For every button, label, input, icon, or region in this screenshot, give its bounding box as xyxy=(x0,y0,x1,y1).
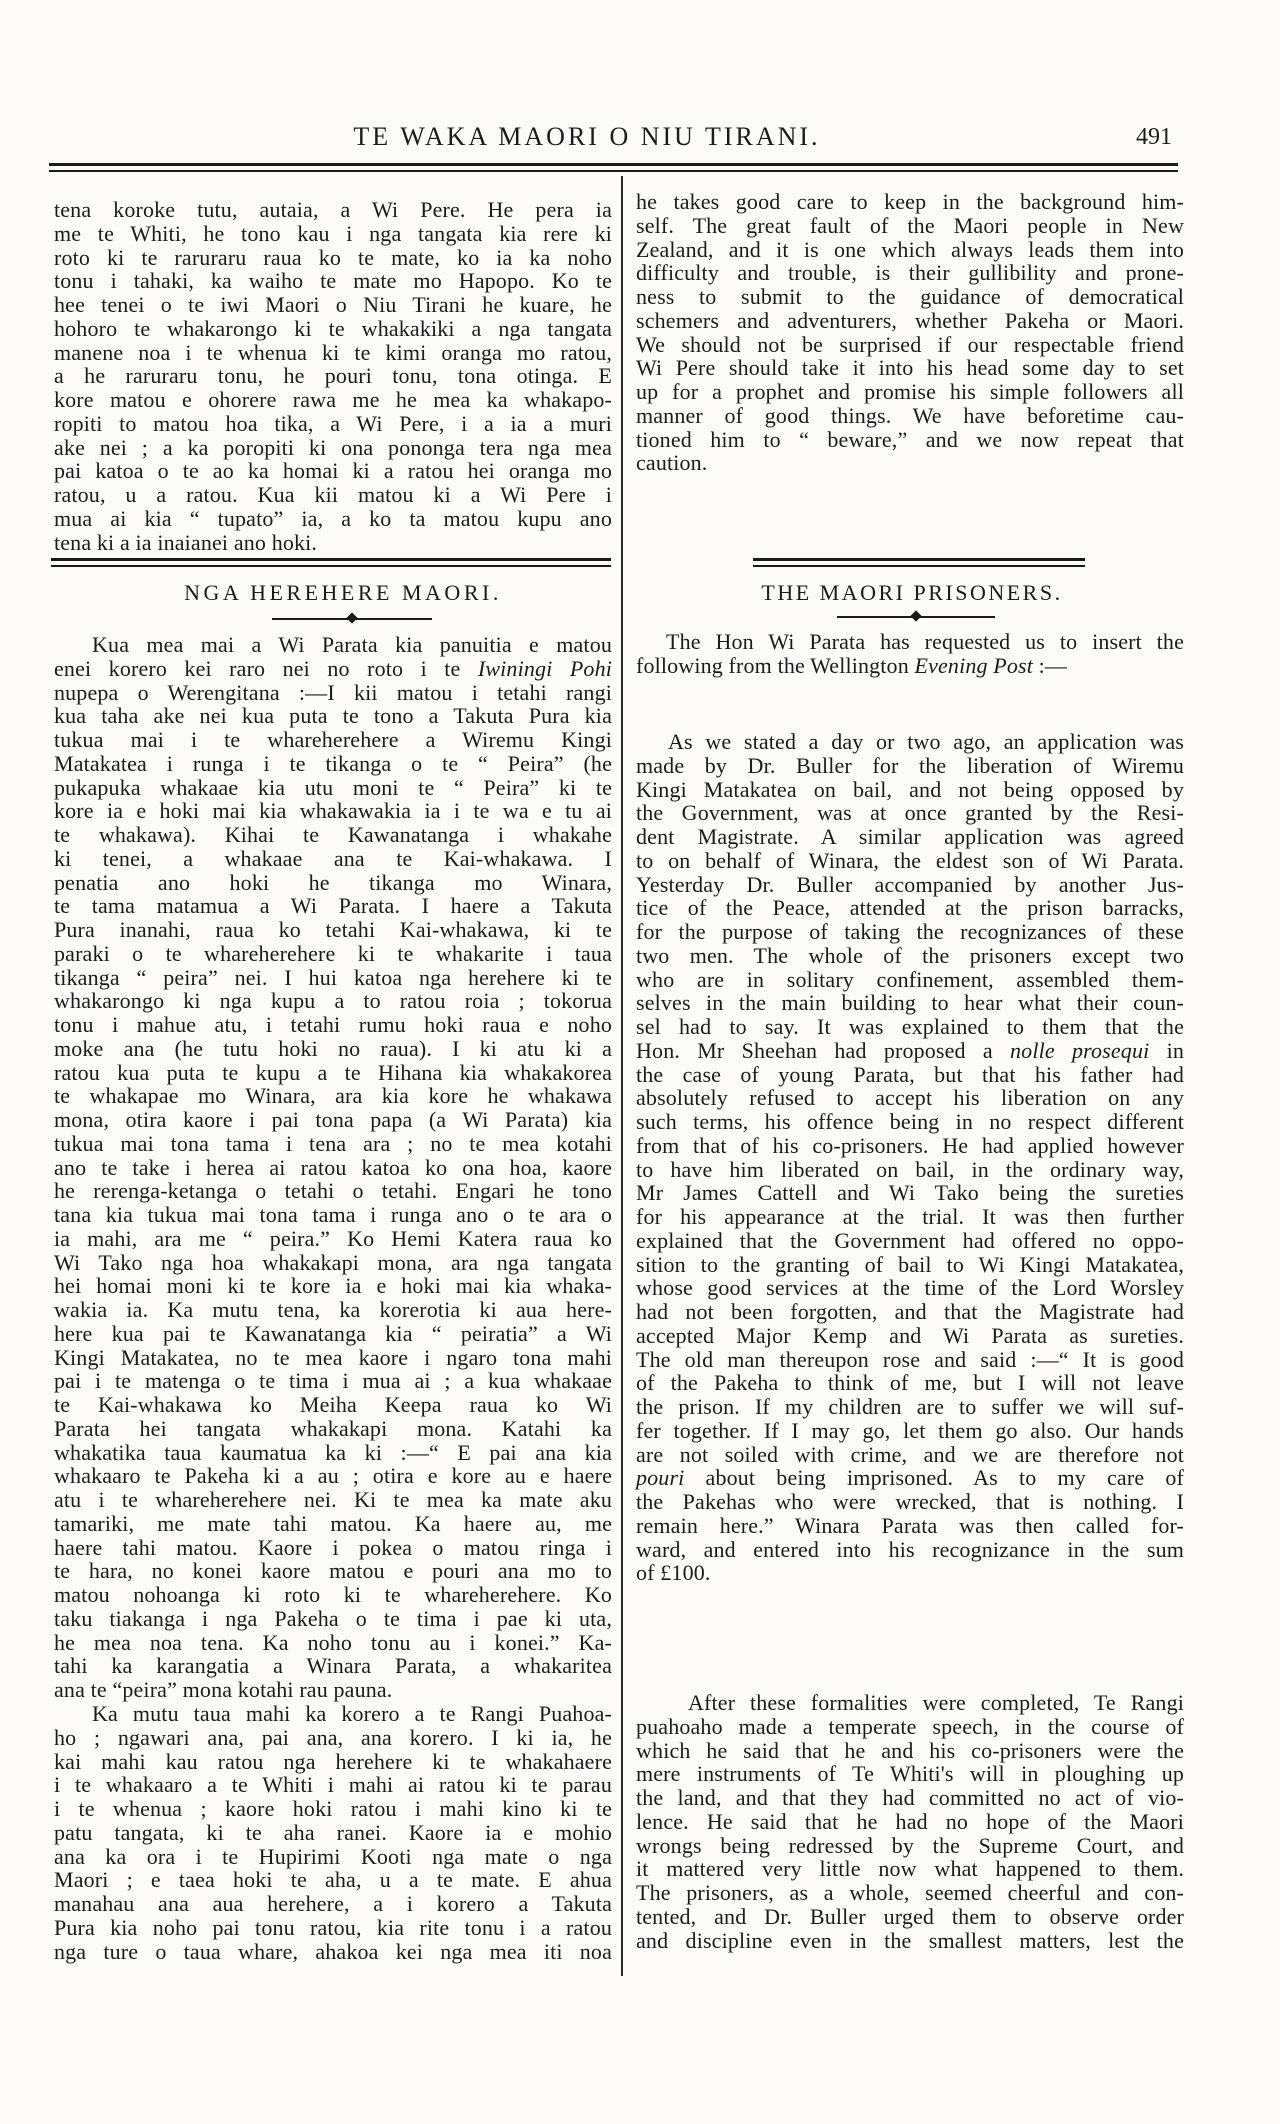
text-line xyxy=(636,1810,1184,1834)
line-text: the land, and that they had committed no act of vio- xyxy=(636,1785,1184,1810)
text-line xyxy=(636,1276,1184,1300)
text-line xyxy=(636,1905,1184,1929)
text-line xyxy=(54,459,612,483)
text-line xyxy=(54,1654,612,1678)
line-text: the prison. If my children are to suffer we will suf- xyxy=(636,1394,1184,1419)
text-line xyxy=(54,1488,612,1512)
text-line xyxy=(54,823,612,847)
line-text: wrongs being redressed by the Supreme Court, and xyxy=(636,1832,1184,1858)
text-line xyxy=(54,894,612,918)
line-text: patu tangata, ki te aha ranei. Kaore ia e mohio xyxy=(54,1819,612,1845)
text-line xyxy=(54,942,612,966)
line-text: schemers and adventurers, whether Pakeha or Maori. xyxy=(636,307,1184,333)
text-line xyxy=(636,261,1184,285)
line-text: fer together. If I may go, let them go also. Our hands xyxy=(636,1417,1184,1443)
text-line xyxy=(54,1274,612,1298)
line-text: mua ai kia “ tupato” ia, a ko ta matou kupu ano xyxy=(54,505,612,531)
text-line xyxy=(636,1110,1184,1134)
line-text: ana ka ora i te Hupirimi Kooti nga mate o nga xyxy=(54,1843,612,1869)
text-line xyxy=(54,198,612,222)
line-text: Wi Pere should take it into his head some day to set xyxy=(636,355,1184,381)
text-line xyxy=(54,1868,612,1892)
header-rule-thick xyxy=(49,163,1178,166)
line-text: ratou, u a ratou. Kua kii matou ki a Wi Pere i xyxy=(54,482,612,507)
line-text: ness to submit to the guidance of democratical xyxy=(636,284,1184,309)
text-line xyxy=(54,657,612,681)
text-line xyxy=(636,428,1184,452)
text-line xyxy=(636,1229,1184,1253)
text-line xyxy=(636,1205,1184,1229)
line-text: kai mahi kau ratou nga herehere ki te whakahaere xyxy=(54,1748,612,1774)
text-line xyxy=(636,1466,1184,1490)
text-line xyxy=(54,1393,612,1417)
text-line xyxy=(54,1940,612,1964)
line-text: manene noa i te whenua ki te kimi oranga mo ratou, xyxy=(54,339,612,365)
line-text: which he said that he and his co-prisoners were the xyxy=(636,1737,1184,1763)
text-line xyxy=(636,1786,1184,1810)
text-line xyxy=(54,1179,612,1203)
line-text: me te Whiti, he tono kau i nga tangata kia rere ki xyxy=(54,220,612,246)
line-text: pai katoa o te ao ka homai ki a ratou hei oranga mo xyxy=(54,458,612,484)
text-line xyxy=(636,404,1184,428)
text-line xyxy=(54,1512,612,1536)
text-line xyxy=(636,801,1184,825)
text-line xyxy=(636,778,1184,802)
page-number: 491 xyxy=(1136,124,1172,150)
line-text: tena koroke tutu, autaia, a Wi Pere. He pera ia xyxy=(54,197,612,222)
line-text: enei korero kei raro nei no roto i te xyxy=(54,655,478,681)
text-line xyxy=(54,1726,612,1750)
text-line xyxy=(54,1583,612,1607)
line-text: for his appearance at the trial. It was then further xyxy=(636,1204,1184,1229)
right-continuation-text xyxy=(636,190,1184,475)
line-text: whose good services at the time of the Lord Worsley xyxy=(636,1275,1184,1301)
line-text: here kua pai te Kawanatanga kia “ peiratia” a Wi xyxy=(54,1320,612,1346)
text-line xyxy=(636,1371,1184,1395)
text-line xyxy=(54,704,612,728)
line-text: of £100. xyxy=(636,1560,711,1586)
text-line xyxy=(54,364,612,388)
text-line xyxy=(636,1181,1184,1205)
text-line xyxy=(636,1063,1184,1087)
line-text: nga ture o taua whare, ahakoa kei nga mea iti noa xyxy=(54,1938,612,1964)
right-section-rule-thin xyxy=(753,565,1085,567)
text-line xyxy=(636,333,1184,357)
italic-text: Evening Post xyxy=(914,652,1034,678)
line-text: nupepa o Werengitana :—I kii matou i tetahi rangi xyxy=(54,679,612,705)
line-text: Hon. Mr Sheehan had proposed a xyxy=(636,1037,1011,1063)
line-text: it mattered very little now what happened to them. xyxy=(636,1856,1184,1882)
line-text: ki tenei, a whakaae ana te Kai-whakawa. I xyxy=(54,845,612,871)
line-text: puahoaho made a temperate speech, in the course of xyxy=(636,1713,1184,1739)
text-line xyxy=(636,1739,1184,1763)
line-text: ropiti to matou hoa tika, a Wi Pere, i a ia a muri xyxy=(54,410,612,436)
text-line xyxy=(54,681,612,705)
text-line xyxy=(54,1797,612,1821)
line-text: tikanga “ peira” nei. I hui katoa nga herehere ki te xyxy=(54,964,612,990)
line-text: he mea noa tena. Ka noho tonu au i konei.” Ka- xyxy=(54,1629,612,1655)
article-paragraph xyxy=(54,1702,612,1963)
article-paragraph xyxy=(636,730,1184,1585)
right-section-rule-thick xyxy=(753,558,1085,561)
line-text: mere instruments of Te Whiti's will in ploughing up xyxy=(636,1761,1184,1787)
line-text: ana te “peira” mona kotahi rau pauna. xyxy=(54,1677,393,1702)
line-text: kua taha ake nei kua puta te tono a Takuta Pura kia xyxy=(54,703,612,729)
line-text: matou nohoanga ki roto ki te whareherehere. Ko xyxy=(54,1582,612,1607)
text-line xyxy=(54,1821,612,1845)
text-line xyxy=(636,1348,1184,1372)
text-line xyxy=(636,991,1184,1015)
text-line xyxy=(54,1061,612,1085)
text-line xyxy=(54,436,612,460)
text-line xyxy=(636,1086,1184,1110)
line-text: two men. The whole of the prisoners except two xyxy=(636,942,1184,968)
line-text: of the Pakeha to think of me, but I will not leave xyxy=(636,1370,1184,1396)
text-line xyxy=(636,1561,1184,1585)
text-line xyxy=(54,1203,612,1227)
text-line xyxy=(54,341,612,365)
line-text: tented, and Dr. Buller urged them to observe order xyxy=(636,1903,1184,1929)
line-text: tice of the Peace, attended at the prison barracks, xyxy=(636,895,1184,921)
text-line xyxy=(54,1750,612,1774)
left-section-rule-thick xyxy=(51,558,611,561)
text-line xyxy=(54,531,612,555)
ornament-rule xyxy=(837,612,995,621)
text-line xyxy=(636,1881,1184,1905)
text-line xyxy=(54,871,612,895)
text-line xyxy=(636,920,1184,944)
line-text: Maori ; e taea hoki te aha, u a te mate. E ahua xyxy=(54,1867,612,1893)
line-text: :— xyxy=(1033,652,1068,678)
text-line xyxy=(636,1762,1184,1786)
line-text: ward, and entered into his recognizance in the sum xyxy=(636,1536,1184,1562)
text-line xyxy=(636,754,1184,778)
line-text: mona, otira kaore i pai tona papa (a Wi Parata) kia xyxy=(54,1107,612,1132)
text-line xyxy=(636,1300,1184,1324)
text-line xyxy=(54,1251,612,1275)
ornament-rule xyxy=(272,614,432,623)
text-line xyxy=(54,799,612,823)
line-text: a he raruraru tonu, he pouri tonu, tona otinga. E xyxy=(54,363,612,389)
line-text: hei homai moni ki te kore ia e hoki mai kia whaka- xyxy=(54,1273,612,1299)
text-line xyxy=(54,1417,612,1441)
text-line xyxy=(636,968,1184,992)
line-text: Kua mea mai a Wi Parata kia panuitia e matou xyxy=(92,632,612,657)
line-text: te Kai-whakawa ko Meiha Keepa raua ko Wi xyxy=(54,1392,612,1417)
line-text: absolutely refused to accept his liberation on any xyxy=(636,1085,1184,1111)
line-text: difficulty and trouble, is their gullibility and prone- xyxy=(636,260,1184,286)
text-line xyxy=(54,1678,612,1702)
text-line xyxy=(54,728,612,752)
text-line xyxy=(54,1559,612,1583)
text-line xyxy=(636,190,1184,214)
line-text: ake nei ; a ka poropiti ki ona pononga tera nga mea xyxy=(54,434,612,460)
text-line xyxy=(636,896,1184,920)
text-line xyxy=(54,918,612,942)
text-line xyxy=(54,847,612,871)
line-text: The old man thereupon rose and said :—“ It is good xyxy=(636,1346,1184,1372)
text-line xyxy=(636,1134,1184,1158)
line-text: The Hon Wi Parata has requested us to insert the xyxy=(666,629,1184,654)
text-line xyxy=(636,730,1184,754)
line-text: Pura inanahi, raua ko tetahi Kai-whakawa, ki te xyxy=(54,917,612,942)
line-text: paraki o te whareherehere ki te whakarite i taua xyxy=(54,940,612,966)
line-text: made by Dr. Buller for the liberation of Wiremu xyxy=(636,752,1184,778)
line-text: the case of young Parata, but that his father had xyxy=(636,1061,1184,1087)
line-text: roto ki te raruraru raua ko te mate, ko ia ka noho xyxy=(54,244,612,270)
line-text: Yesterday Dr. Buller accompanied by another Jus- xyxy=(636,871,1184,897)
line-text: had not been forgotten, and that the Magistrate had xyxy=(636,1299,1184,1324)
line-text: sel had to say. It was explained to them that the xyxy=(636,1014,1184,1039)
line-text: Matakatea i runga i te tikanga o te “ Peira” (he xyxy=(54,750,612,776)
line-text: The prisoners, as a whole, seemed cheerful and con- xyxy=(636,1880,1184,1905)
text-line xyxy=(636,654,1184,678)
article-heading-english: THE MAORI PRISONERS. xyxy=(761,580,1063,605)
text-line xyxy=(54,776,612,800)
line-text: tukua mai i te whareherehere a Wiremu Kingi xyxy=(54,727,612,752)
text-line xyxy=(636,1834,1184,1858)
line-text: After these formalities were completed, Te Rangi xyxy=(688,1690,1184,1715)
text-line xyxy=(54,1773,612,1797)
text-line xyxy=(636,356,1184,380)
line-text: ratou kua puta te kupu a te Hihana kia whakakorea xyxy=(54,1059,612,1085)
line-text: whakatika taua kaumatua ka ki :—“ E pai ana kia xyxy=(54,1439,612,1465)
text-line xyxy=(54,412,612,436)
line-text: tana kia tukua mai tona tama i runga ano o te ara o xyxy=(54,1202,612,1227)
article-paragraph xyxy=(636,1691,1184,1952)
text-line xyxy=(636,1015,1184,1039)
text-line xyxy=(54,1156,612,1180)
text-line xyxy=(636,825,1184,849)
text-line xyxy=(54,507,612,531)
line-text: sition to the granting of bail to Wi Kingi Matakatea, xyxy=(636,1251,1184,1277)
line-text: Parata hei tangata whakakapi mona. Katahi ka xyxy=(54,1415,612,1441)
text-line xyxy=(636,1039,1184,1063)
line-text: manner of good things. We have beforetime cau- xyxy=(636,402,1184,428)
line-text: tioned him to “ beware,” and we now repeat that xyxy=(636,426,1184,452)
line-text: hohoro te whakarongo ki te whakakiki a nga tangata xyxy=(54,315,612,341)
text-line xyxy=(636,1929,1184,1953)
text-line xyxy=(636,380,1184,404)
line-text: lence. He said that he had no hope of the Maori xyxy=(636,1808,1184,1834)
line-text: tahi ka karangatia a Winara Parata, a whakaritea xyxy=(54,1653,612,1679)
text-line xyxy=(54,1298,612,1322)
line-text: te whakapae mo Winara, ara kia kore he whakawa xyxy=(54,1083,612,1109)
text-line xyxy=(636,1443,1184,1467)
text-line xyxy=(54,246,612,270)
line-text: pukapuka whakaae kia utu moni te “ Peira” ki te xyxy=(54,774,612,800)
text-line xyxy=(54,293,612,317)
line-text: whakaaro te Pakeha ki a au ; otira e kore au e haere xyxy=(54,1463,612,1489)
line-text: Ka mutu taua mahi ka korero a te Rangi Puahoa- xyxy=(92,1701,612,1727)
line-text: up for a prophet and promise his simple followers all xyxy=(636,379,1184,404)
line-text: moke ana (he tutu hoki no raua). I ki atu ki a xyxy=(54,1035,612,1061)
text-line xyxy=(54,633,612,657)
line-text: and discipline even in the smallest matters, lest the xyxy=(636,1927,1184,1953)
text-line xyxy=(54,966,612,990)
italic-text: nolle prosequi xyxy=(1010,1037,1150,1063)
line-text: selves in the main building to hear what their coun- xyxy=(636,990,1184,1016)
text-line xyxy=(636,944,1184,968)
line-text: atu i te whareherehere nei. Ki te mea ka mate aku xyxy=(54,1487,612,1512)
line-text: from that of his co-prisoners. He had applied however xyxy=(636,1132,1184,1158)
line-text: the Government, was at once granted by the Resi- xyxy=(636,800,1184,826)
newspaper-title: TE WAKA MAORI O NIU TIRANI. xyxy=(353,122,821,151)
text-line xyxy=(54,1845,612,1869)
left-continuation-text xyxy=(54,198,612,554)
text-line xyxy=(54,483,612,507)
text-line xyxy=(54,1227,612,1251)
line-text: i te whenua ; kaore hoki ratou i mahi kino ki te xyxy=(54,1796,612,1822)
article-heading-maori: NGA HEREHERE MAORI. xyxy=(184,580,502,605)
text-line xyxy=(54,1037,612,1061)
text-line xyxy=(636,849,1184,873)
text-line xyxy=(636,238,1184,262)
text-line xyxy=(636,1691,1184,1715)
line-text: Mr James Cattell and Wi Tako being the sureties xyxy=(636,1180,1184,1206)
line-text: explained that the Government had offered no oppo- xyxy=(636,1227,1184,1253)
line-text: caution. xyxy=(636,450,708,476)
line-text: ia mahi, ara me “ peira.” Ko Hemi Katera raua ko xyxy=(54,1225,612,1251)
line-text: whakarongo ki nga kupu a to ratou roia ; tokorua xyxy=(54,988,612,1014)
line-text: ho ; ngawari ana, pai ana, ana korero. I ki ia, he xyxy=(54,1724,612,1750)
text-line xyxy=(54,317,612,341)
line-text: wakia ia. Ka mutu tena, ka korerotia ki aua here- xyxy=(54,1297,612,1322)
line-text: kore ia e hoki mai kia whakawakia ia i te wa e tu ai xyxy=(54,798,612,824)
text-line xyxy=(54,1346,612,1370)
line-text: Kingi Matakatea, no te mea kaore i ngaro tona mahi xyxy=(54,1344,612,1370)
text-line xyxy=(636,1857,1184,1881)
text-line xyxy=(54,269,612,293)
line-text: tonu i tahaki, ka waiho te mate mo Hapopo. Ko te xyxy=(54,268,612,294)
text-line xyxy=(636,873,1184,897)
line-text: te tama matamua a Wi Parata. I haere a Takuta xyxy=(54,893,612,919)
text-line xyxy=(54,1084,612,1108)
line-text: he rerenga-ketanga o tetahi o tetahi. Engari he tono xyxy=(54,1178,612,1204)
article-paragraph xyxy=(54,633,612,1702)
line-text: he takes good care to keep in the background him- xyxy=(636,189,1184,214)
article-intro xyxy=(636,630,1184,678)
text-line xyxy=(54,1916,612,1940)
text-line xyxy=(636,1514,1184,1538)
text-line xyxy=(636,630,1184,654)
text-line xyxy=(54,222,612,246)
line-text: the Pakehas who were wrecked, that is nothing. I xyxy=(636,1489,1184,1514)
text-line xyxy=(54,1369,612,1393)
left-section-rule-thin xyxy=(51,565,611,567)
line-text: accepted Major Kemp and Wi Parata as sureties. xyxy=(636,1322,1184,1348)
line-text: to have him liberated on bail, in the ordinary way, xyxy=(636,1156,1184,1182)
text-line xyxy=(636,1419,1184,1443)
line-text: in xyxy=(1149,1037,1185,1063)
text-line xyxy=(54,388,612,412)
line-text: are not soiled with crime, and we are therefore not xyxy=(636,1441,1184,1467)
text-line xyxy=(54,1322,612,1346)
text-line xyxy=(636,1324,1184,1348)
text-line xyxy=(636,1253,1184,1277)
text-line xyxy=(54,1464,612,1488)
line-text: penatia ano hoki he tikanga mo Winara, xyxy=(54,869,612,895)
text-line xyxy=(636,1490,1184,1514)
text-line xyxy=(54,752,612,776)
line-text: tukua mai tona tama i tena ara ; no te mea kotahi xyxy=(54,1130,612,1156)
column-divider xyxy=(621,176,623,1976)
line-text: We should not be surprised if our respectable friend xyxy=(636,331,1184,357)
line-text: Wi Tako nga hoa whakakapi mona, ara nga tangata xyxy=(54,1249,612,1275)
diamond-ornament-icon xyxy=(910,610,921,621)
line-text: Pura kia noho pai tonu ratou, kia rite tonu i a ratou xyxy=(54,1914,612,1940)
line-text: manahau ana aua herehere, a i korero a Takuta xyxy=(54,1891,612,1917)
text-line xyxy=(54,1607,612,1631)
line-text: i te whakaaro a te Whiti i mahi ai ratou ki te parau xyxy=(54,1772,612,1798)
line-text: Kingi Matakatea on bail, and not being opposed by xyxy=(636,776,1184,802)
text-line xyxy=(636,285,1184,309)
line-text: following from the Wellington xyxy=(636,652,915,678)
line-text: te whakawa). Kihai te Kawanatanga i whakahe xyxy=(54,822,612,847)
line-text: Zealand, and it is one which always leads them into xyxy=(636,236,1184,262)
text-line xyxy=(54,1631,612,1655)
line-text: pai i te matenga o te tima i mua ai ; a kua whakaae xyxy=(54,1368,612,1394)
text-line xyxy=(636,309,1184,333)
text-line xyxy=(54,1108,612,1132)
line-text: ano te take i herea ai ratou katoa ko ona hoa, kaore xyxy=(54,1154,612,1180)
line-text: te hara, no konei kaore matou e pouri ana mo to xyxy=(54,1558,612,1584)
line-text: for the purpose of taking the recognizances of these xyxy=(636,919,1184,944)
header-rule-thin xyxy=(49,170,1178,172)
line-text: self. The great fault of the Maori people in New xyxy=(636,212,1184,238)
text-line xyxy=(636,451,1184,475)
line-text: to on behalf of Winara, the eldest son of Wi Parata. xyxy=(636,847,1184,873)
diamond-ornament-icon xyxy=(346,612,357,623)
text-line xyxy=(636,1395,1184,1419)
line-text: taku tiakanga i nga Pakeha o te tima i pae ki uta, xyxy=(54,1605,612,1631)
text-line xyxy=(54,1892,612,1916)
text-line xyxy=(636,1158,1184,1182)
text-line xyxy=(54,1702,612,1726)
text-line xyxy=(636,1715,1184,1739)
line-text: tamariki, me mate tahi matou. Ka haere au, me xyxy=(54,1510,612,1536)
line-text: kore matou e ohorere rawa me he mea ka whakapo- xyxy=(54,387,612,412)
line-text: dent Magistrate. A similar application was agreed xyxy=(636,824,1184,849)
line-text: who are in solitary confinement, assembled them- xyxy=(636,966,1184,992)
line-text: tena ki a ia inaianei ano hoki. xyxy=(54,529,318,555)
line-text: haere tahi matou. Kaore i pokea o matou ringa i xyxy=(54,1534,612,1560)
text-line xyxy=(636,214,1184,238)
text-line xyxy=(54,1441,612,1465)
line-text: hee tenei o te iwi Maori o Niu Tirani he kuare, he xyxy=(54,292,612,317)
line-text: remain here.” Winara Parata was then called for- xyxy=(636,1512,1184,1538)
italic-text: Iwiningi Pohi xyxy=(477,655,612,681)
line-text: tonu i mahue atu, i tetahi rumu hoki raua e noho xyxy=(54,1012,612,1037)
text-line xyxy=(54,1013,612,1037)
line-text: such terms, his offence being in no respect different xyxy=(636,1109,1184,1134)
text-line xyxy=(54,1132,612,1156)
line-text: As we stated a day or two ago, an application was xyxy=(668,729,1184,754)
italic-text: pouri xyxy=(636,1465,685,1491)
line-text: about being imprisoned. As to my care of xyxy=(684,1465,1184,1491)
text-line xyxy=(54,1536,612,1560)
text-line xyxy=(636,1538,1184,1562)
text-line xyxy=(54,989,612,1013)
